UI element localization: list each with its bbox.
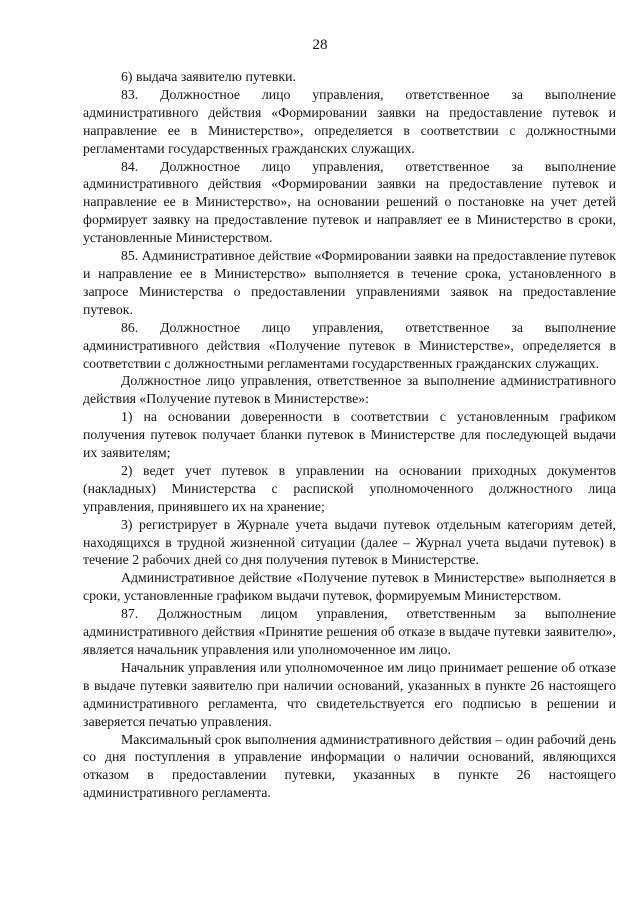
page-number: 28 — [312, 37, 328, 53]
paragraph-duty-2: 2) ведет учет путевок в управлении на основании приходных документов (накладных) Министерства с распиской уполномоченного должностного лица управления, принявшего их на хранение; — [83, 462, 616, 514]
paragraph-duty-3: 3) регистрирует в Журнале учета выдачи путевок отдельным категориям детей, находящихся в трудной жизненной ситуации (далее – Журнал учета выдачи путевок) в течение 2 рабочих дней со дня получения путевок в Министерстве. — [83, 516, 616, 568]
paragraph-85: 85. Административное действие «Формировании заявки на предоставление путевок и направление ее в Министерство» выполняется в течение срока, установленного в запросе Министерства о предоставлении управлениями заявок на предоставление путевок. — [83, 248, 616, 317]
paragraph-87: 87. Должностным лицом управления, ответственным за выполнение административного действия «Принятие решения об отказе в выдаче путевки заявителю», является начальник управления или уполномоченное им лицо. — [83, 606, 616, 657]
paragraph-item-6: 6) выдача заявителю путевки. — [121, 69, 296, 84]
paragraph-max-term: Максимальный срок выполнения административного действия – один рабочий день со дня поступления в управление информации о наличии оснований, являющихся отказом в предоставлении путевки, указанных в пункте 26 настоящего административного регламента. — [83, 731, 616, 801]
paragraph-duty-1: 1) на основании доверенности в соответствии с установленным графиком получения путевок получает бланки путевок в Министерстве для последующей выдачи их заявителям; — [83, 409, 616, 461]
paragraph-action-timing: Административное действие «Получение путевок в Министерстве» выполняется в сроки, установленные графиком выдачи путевок, формируемым Министерством. — [83, 570, 616, 604]
paragraph-84: 84. Должностное лицо управления, ответственное за выполнение административного действия «Формировании заявки на предоставление путевок и направление ее в Министерство», на основании решений о постановке на учет детей формирует заявку на предоставление путевок и направляет ее в Министерство в сроки, установленные Министерством. — [83, 158, 616, 246]
paragraph-official-duties-intro: Должностное лицо управления, ответственное за выполнение административного действия «Получение путевок в Министерстве»: — [83, 373, 616, 407]
paragraph-83: 83. Должностное лицо управления, ответственное за выполнение административного действия «Формировании заявки на предоставление путевок и направление ее в Министерство», определяется в соответствии с должностными регламентами государственных гражданских служащих. — [83, 86, 616, 156]
paragraph-86: 86. Должностное лицо управления, ответственное за выполнение административного действия «Получение путевок в Министерстве», определяется в соответствии с должностными регламентами государственных гражданских служащих. — [83, 319, 616, 371]
paragraph-refusal-decision: Начальник управления или уполномоченное им лицо принимает решение об отказе в выдаче путевки заявителю при наличии оснований, указанных в пункте 26 настоящего административного регламента, что свидетельствуется его подписью в решении и заверяется печатью управления. — [83, 659, 616, 729]
document-body — [83, 68, 616, 802]
